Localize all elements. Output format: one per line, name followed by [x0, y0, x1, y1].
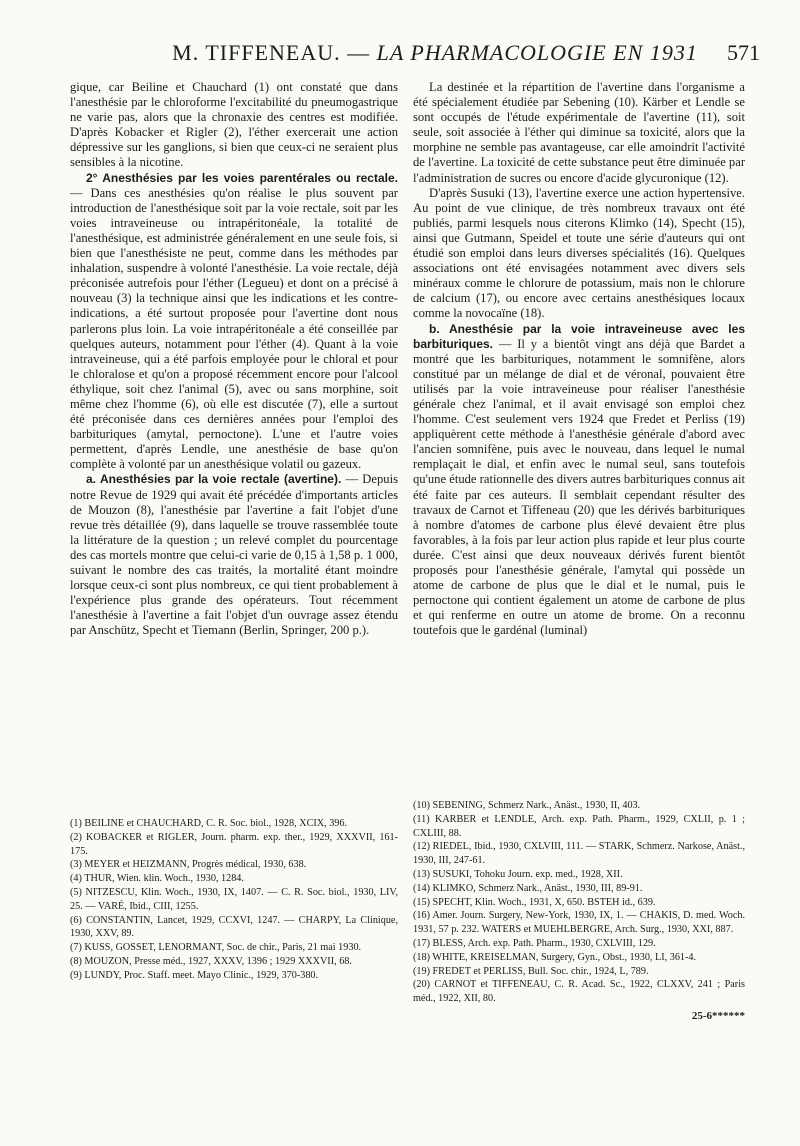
footnote: (14) KLIMKO, Schmerz Nark., Anäst., 1930, III, 89-91.: [413, 882, 643, 894]
footnote: (7) KUSS, GOSSET, LENORMANT, Soc. de chir., Paris, 21 mai 1930.: [70, 942, 362, 954]
footnote: (19) FREDET et PERLISS, Bull. Soc. chir., 1924, L, 789.: [413, 965, 649, 977]
footnote: (18) WHITE, KREISELMAN, Surgery, Gyn., Obst., 1930, LI, 361-4.: [413, 951, 697, 963]
paragraph-text: — Depuis notre Revue de 1929 qui avait été précédée d'importants articles de Mouzon (8), l'anesthésie par l'avertine a fait l'objet d'une revue très détaillée (9), dans laquelle se trouve rassemblée toute la littérature de la question ; un relevé complet du pourcentage des cas mortels montre que celui-ci varie de 0,15 à 1,58 p. 1 000, suivant le nombre des cas traités, la mortalité étant moindre lorsque ceux-ci sont plus nombreux, ce qui tient probablement à l'expérience plus grande des opérateurs. Tout récemment l'anesthésie à l'avertine a fait l'objet d'un ouvrage assez étendu par Anschütz, Specht et Tiemann (Berlin, Springer, 200 p.).: [70, 472, 398, 638]
right-column: [413, 80, 745, 638]
footnote: (12) RIEDEL, Ibid., 1930, CXLVIII, 111. — STARK, Schmerz. Narkose, Anäst., 1930, III, 247-61.: [413, 841, 745, 867]
footnote: (4) THUR, Wien. klin. Woch., 1930, 1284.: [70, 873, 244, 885]
footnote: (17) BLESS, Arch. exp. Path. Pharm., 1930, CXLVIII, 129.: [413, 937, 656, 949]
paragraph: [70, 171, 398, 473]
paragraph-text: — Il y a bientôt vingt ans déjà que Bardet a montré que les barbituriques, notamment le somnifène, alors constitué par un mélange de dial et de véronal, pouvaient être utilisés par la voie intraveineuse pour réaliser l'anesthésie générale chez l'animal, et il avait envisagé son emploi chez l'homme. C'est seulement vers 1924 que Fredet et Perliss (19) appliquèrent cette méthode à l'anesthésie générale d'abord avec l'ancien somnifène, puis avec le nouveau, dans lequel le numal remplaçait le dial, et enfin avec le numal seul, sans toutefois qu'une étude rationnelle des divers autres barbituriques connus ait été faite par ces auteurs. Il semblait cependant résulter des travaux de Carnot et Tiffeneau (20) que les dérivés barbituriques à nombre d'atomes de carbone plus élevé devaient être plus favorables, à la fois par leur action plus rapide et leur plus courte durée. C'est ainsi que deux nouveaux dérivés furent bientôt proposés pour l'anesthésie générale, l'amytal qui possède un atome de carbone de plus que le dial et le numal, puis le pernoctone qui contient également un atome de carbone de plus et qui renferme en outre un atome de brome. On a reconnu toutefois que le gardénal (luminal): [413, 336, 745, 638]
header-title: LA PHARMACOLOGIE EN 1931: [376, 40, 698, 65]
printer-signature: 25-6******: [691, 1009, 745, 1022]
footnotes-left: [70, 817, 398, 983]
footnote: (3) MEYER et HEIZMANN, Progrès médical, 1930, 638.: [70, 859, 307, 871]
footnote: (11) KARBER et LENDLE, Arch. exp. Path. Pharm., 1929, CXLII, p. 1 ; CXLIII, 88.: [413, 813, 745, 839]
section-heading: b. Anesthésie par la voie intraveineuse avec les barbituriques.: [413, 321, 745, 351]
paragraph: gique, car Beiline et Chauchard (1) ont constaté que dans l'anesthésie par le chloroforme l'excitabilité du pneumogastrique ne varie pas, alors que la chronaxie des centres est modifiée. D'après Kobacker et Rigler (2), l'éther exercerait une action dépressive sur les ganglions, si bien que ceux-ci ne seraient plus sensibles à la nicotine.: [70, 80, 398, 170]
paragraph: [70, 472, 398, 638]
left-column: [70, 80, 398, 638]
footnote: (10) SEBENING, Schmerz Nark., Anäst., 1930, II, 403.: [413, 800, 641, 811]
footnote: (9) LUNDY, Proc. Staff. meet. Mayo Clinic., 1929, 370-380.: [70, 969, 319, 981]
running-header: [60, 34, 760, 74]
header-author: M. TIFFENEAU. —: [172, 40, 371, 65]
paragraph-text: — Dans ces anesthésies qu'on réalise le plus souvent par introduction de l'anesthésique soit par la voie rectale, soit par les voies intraveineuse ou intrapéritonéale, la totalité de l'anesthésique, est administrée généralement en une seule fois, si bien que l'anesthésiste ne peut, comme dans les méthodes par inhalation, suspendre à volonté l'anesthésie. La voie rectale, déjà préconisée autrefois pour l'éther (Legueu) et dont on a précisé à nouveau (3) la technique ainsi que les indications et les contre-indications, a été surtout proposée pour l'avertine dont nous parlerons plus loin. La voie intrapéritonéale a été conseillée par quelques auteurs, notamment pour l'éther (4). Quant à la voie intraveineuse, qui a été parfois employée pour le chloral et pour le chloralose et qu'on a proposé récemment encore pour l'alcool éthylique, soit chez l'animal (5), avec ou sans morphine, soit même chez l'homme (6), où elle est discutée (7), elle a surtout été préconisée dans ces dernières années pour l'emploi des barbituriques (amytal, pernoctone). L'une et l'autre voies permettent, d'après Lendle, une anesthésie de base qu'on complète à volonté par un anesthésique volatil ou gazeux.: [70, 185, 398, 472]
footnote: (6) CONSTANTIN, Lancet, 1929, CCXVI, 1247. — CHARPY, La Clinique, 1930, XXV, 89.: [70, 914, 398, 940]
paragraph: [413, 322, 745, 639]
section-heading: a. Anesthésies par la voie rectale (avertine).: [86, 472, 342, 487]
page-number: 571: [727, 40, 760, 65]
footnote: (1) BEILINE et CHAUCHARD, C. R. Soc. biol., 1928, XCIX, 396.: [70, 818, 348, 829]
footnote: (2) KOBACKER et RIGLER, Journ. pharm. exp. ther., 1929, XXXVII, 161-175.: [70, 831, 398, 857]
paragraph: D'après Susuki (13), l'avertine exerce une action hypertensive. Au point de vue clinique, de très nombreux travaux ont été publiés, parmi lesquels nous citerons Klimko (14), Specht (15), ainsi que Gutmann, Speidel et toute une série d'auteurs qui ont étudié son emploi dans leurs diverses spécialités (16). Quelques associations ont été envisagées notamment avec divers sels minéraux comme le chlorure de potassium, mais non le chlorure de calcium (17), ou encore avec certains anesthésiques locaux comme la novocaïne (18).: [413, 185, 745, 321]
footnote: (16) Amer. Journ. Surgery, New-York, 1930, IX, 1. — CHAKIS, D. med. Woch. 1931, 57 p. 232. WATERS et MUEHLBERGRE, Arch. Surg., 1930, XXI, 887.: [413, 910, 745, 936]
section-heading: 2° Anesthésies par les voies parentérales ou rectale.: [86, 170, 398, 185]
footnote: (5) NITZESCU, Klin. Woch., 1930, IX, 1407. — C. R. Soc. biol., 1930, LIV, 25. — VARÉ, Ibid., CIII, 1255.: [70, 886, 398, 912]
paragraph: La destinée et la répartition de l'avertine dans l'organisme a été spécialement étudiée par Sebening (10). Kärber et Lendle se sont occupés de l'étude expérimentale de l'avertine (11), soit seule, soit associée à l'éther qui diminue sa toxicité, alors que la morphine ne semble pas avantageuse, car elle amoindrit l'activité de l'avertine. La toxicité de cette substance peut être diminuée par l'administration de sucres ou encore d'acide glycuronique (12).: [413, 80, 746, 185]
footnotes-right: [413, 799, 745, 1024]
footnote: (15) SPECHT, Klin. Woch., 1931, X, 650. BSTEH id., 639.: [413, 896, 656, 908]
footnote: (13) SUSUKI, Tohoku Journ. exp. med., 1928, XII.: [413, 868, 623, 880]
footnote: (8) MOUZON, Presse méd., 1927, XXXV, 1396 ; 1929 XXXVII, 68.: [70, 955, 352, 967]
running-title: [160, 40, 710, 66]
footnote: (20) CARNOT et TIFFENEAU, C. R. Acad. Sc., 1922, CLXXV, 241 ; Paris méd., 1922, XII, 80.: [413, 979, 745, 1005]
